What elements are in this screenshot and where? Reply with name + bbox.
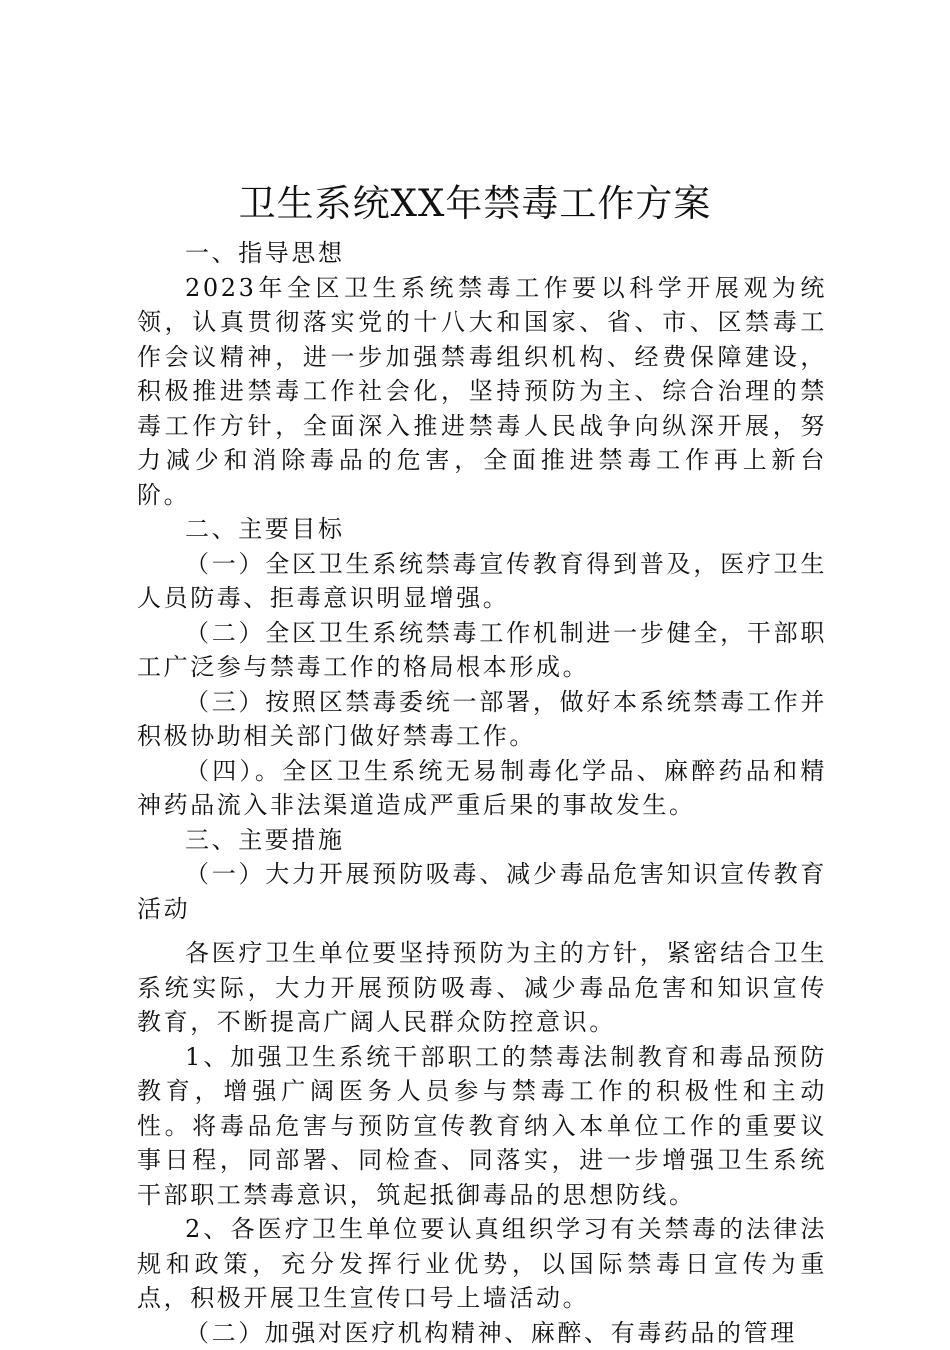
document-title: 卫生系统XX年禁毒工作方案 <box>0 178 950 230</box>
measure-item-1: 1、加强卫生系统干部职工的禁毒法制教育和毒品预防教育，增强广阔医务人员参与禁毒工作的积极性和主动性。将毒品危害与预防宣传教育纳入本单位工作的重要议事日程，同部署、同检查、同落实，进一步增强卫生系统干部职工禁毒意识，筑起抵御毒品的思想防线。 <box>137 1040 827 1213</box>
measure-paragraph-intro: 各医疗卫生单位要坚持预防为主的方针，紧密结合卫生系统实际，大力开展预防吸毒、减少毒品危害和知识宣传教育，不断提高广阔人民群众防控意识。 <box>137 936 827 1040</box>
measure-subheading-1: （一）大力开展预防吸毒、减少毒品危害知识宣传教育活动 <box>137 857 827 926</box>
goal-item-3: （三）按照区禁毒委统一部署，做好本系统禁毒工作并积极协助相关部门做好禁毒工作。 <box>137 685 827 754</box>
paragraph-guiding-ideology: 2023年全区卫生系统禁毒工作要以科学开展观为统领，认真贯彻落实党的十八大和国家、省、市、区禁毒工作会议精神，进一步加强禁毒组织机构、经费保障建设，积极推进禁毒工作社会化，坚持预防为主、综合治理的禁毒工作方针，全面深入推进禁毒人民战争向纵深开展，努力减少和消除毒品的危害，全面推进禁毒工作再上新台阶。 <box>137 271 827 513</box>
goal-item-2: （二）全区卫生系统禁毒工作机制进一步健全，干部职工广泛参与禁毒工作的格局根本形成。 <box>137 616 827 685</box>
goal-item-4: （四）。全区卫生系统无易制毒化学品、麻醉药品和精神药品流入非法渠道造成严重后果的事故发生。 <box>137 754 827 823</box>
measure-subheading-2: （二）加强对医疗机构精神、麻醉、有毒药品的管理 <box>137 1316 827 1350</box>
measure-item-2: 2、各医疗卫生单位要认真组织学习有关禁毒的法律法规和政策，充分发挥行业优势，以国际禁毒日宣传为重点，积极开展卫生宣传口号上墙活动。 <box>137 1212 827 1316</box>
goal-item-1: （一）全区卫生系统禁毒宣传教育得到普及，医疗卫生人员防毒、拒毒意识明显增强。 <box>137 547 827 616</box>
section-heading-guiding-ideology: 一、指导思想 <box>137 236 827 271</box>
section-heading-main-goals: 二、主要目标 <box>137 512 827 547</box>
section-heading-main-measures: 三、主要措施 <box>137 823 827 858</box>
document-body <box>137 236 827 1350</box>
